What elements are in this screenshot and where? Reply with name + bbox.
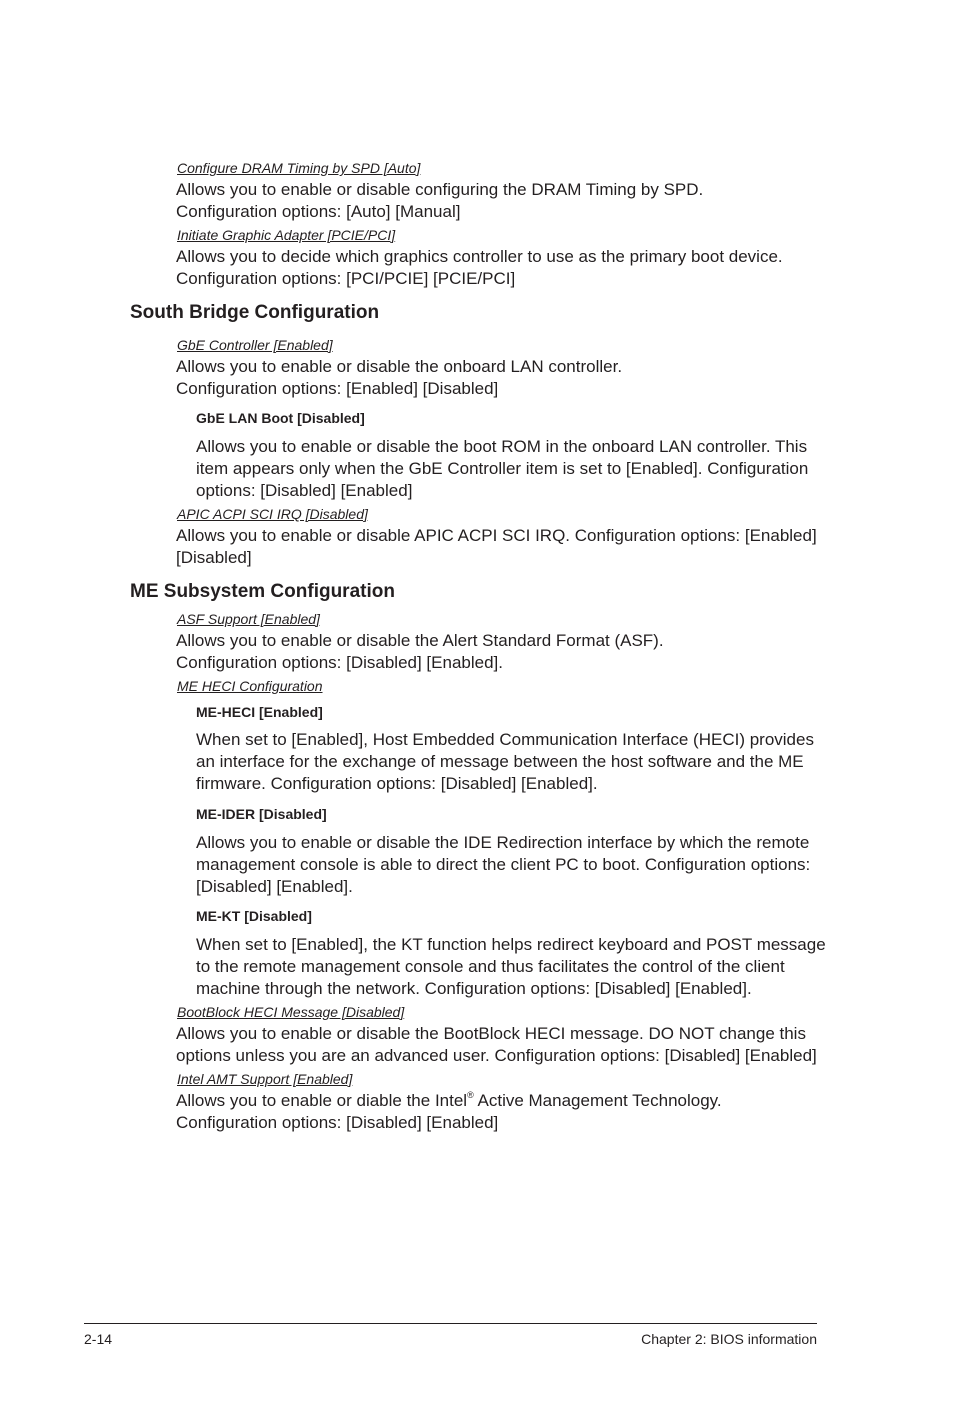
page-number: 2-14 <box>84 1331 113 1347</box>
me-kt-desc-3: machine through the network. Configuration options: [Disabled] [Enabled]. <box>196 979 752 998</box>
gbe-lan-boot-desc-3: options: [Disabled] [Enabled] <box>196 481 413 500</box>
me-subsystem-heading: ME Subsystem Configuration <box>130 581 395 602</box>
me-heci-title: ME-HECI [Enabled] <box>196 704 323 720</box>
dram-timing-title: Configure DRAM Timing by SPD [Auto] <box>177 160 421 176</box>
graphic-adapter-desc: Allows you to decide which graphics controller to use as the primary boot device. <box>176 247 783 266</box>
asf-support-options: Configuration options: [Disabled] [Enabled]. <box>176 653 503 672</box>
bootblock-desc-1: Allows you to enable or disable the BootBlock HECI message. DO NOT change this <box>176 1024 806 1043</box>
graphic-adapter-title: Initiate Graphic Adapter [PCIE/PCI] <box>177 227 396 243</box>
apic-title: APIC ACPI SCI IRQ [Disabled] <box>177 506 368 522</box>
me-kt-desc-2: to the remote management console and thus facilitates the control of the client <box>196 957 785 976</box>
me-ider-desc-1: Allows you to enable or disable the IDE Redirection interface by which the remote <box>196 833 810 852</box>
me-heci-desc-3: firmware. Configuration options: [Disabled] [Enabled]. <box>196 774 598 793</box>
intel-amt-desc <box>176 1091 722 1111</box>
me-kt-title: ME-KT [Disabled] <box>196 908 312 924</box>
intel-amt-options: Configuration options: [Disabled] [Enabled] <box>176 1113 499 1132</box>
dram-timing-options: Configuration options: [Auto] [Manual] <box>176 202 461 221</box>
registered-mark: ® <box>467 1090 474 1100</box>
gbe-controller-options: Configuration options: [Enabled] [Disabled] <box>176 379 499 398</box>
asf-support-title: ASF Support [Enabled] <box>177 611 320 627</box>
dram-timing-desc: Allows you to enable or disable configuring the DRAM Timing by SPD. <box>176 180 704 199</box>
me-heci-desc-2: an interface for the exchange of message between the host software and the ME <box>196 752 804 771</box>
bootblock-title: BootBlock HECI Message [Disabled] <box>177 1004 405 1020</box>
intel-amt-desc-text-2: Active Management Technology. <box>473 1091 722 1110</box>
graphic-adapter-options: Configuration options: [PCI/PCIE] [PCIE/PCI] <box>176 269 516 288</box>
me-ider-desc-3: [Disabled] [Enabled]. <box>196 877 353 896</box>
intel-amt-desc-text: Allows you to enable or diable the Intel <box>176 1091 468 1110</box>
chapter-label: Chapter 2: BIOS information <box>641 1331 817 1347</box>
asf-support-desc: Allows you to enable or disable the Alert Standard Format (ASF). <box>176 631 664 650</box>
gbe-controller-title: GbE Controller [Enabled] <box>177 337 333 353</box>
intel-amt-title: Intel AMT Support [Enabled] <box>177 1071 353 1087</box>
apic-desc-1: Allows you to enable or disable APIC ACPI SCI IRQ. Configuration options: [Enabled] <box>176 526 817 545</box>
me-ider-desc-2: management console is able to direct the client PC to boot. Configuration options: <box>196 855 811 874</box>
gbe-controller-desc: Allows you to enable or disable the onboard LAN controller. <box>176 357 623 376</box>
apic-desc-2: [Disabled] <box>176 548 252 567</box>
me-ider-title: ME-IDER [Disabled] <box>196 806 327 822</box>
footer-rule <box>84 1323 817 1324</box>
me-heci-config-title: ME HECI Configuration <box>177 678 323 694</box>
gbe-lan-boot-desc-2: item appears only when the GbE Controller item is set to [Enabled]. Configuration <box>196 459 809 478</box>
gbe-lan-boot-desc-1: Allows you to enable or disable the boot ROM in the onboard LAN controller. This <box>196 437 808 456</box>
bootblock-desc-2: options unless you are an advanced user. Configuration options: [Disabled] [Enabled] <box>176 1046 817 1065</box>
gbe-lan-boot-title: GbE LAN Boot [Disabled] <box>196 410 365 426</box>
me-heci-desc-1: When set to [Enabled], Host Embedded Communication Interface (HECI) provides <box>196 730 814 749</box>
me-kt-desc-1: When set to [Enabled], the KT function helps redirect keyboard and POST message <box>196 935 826 954</box>
south-bridge-heading: South Bridge Configuration <box>130 302 380 323</box>
